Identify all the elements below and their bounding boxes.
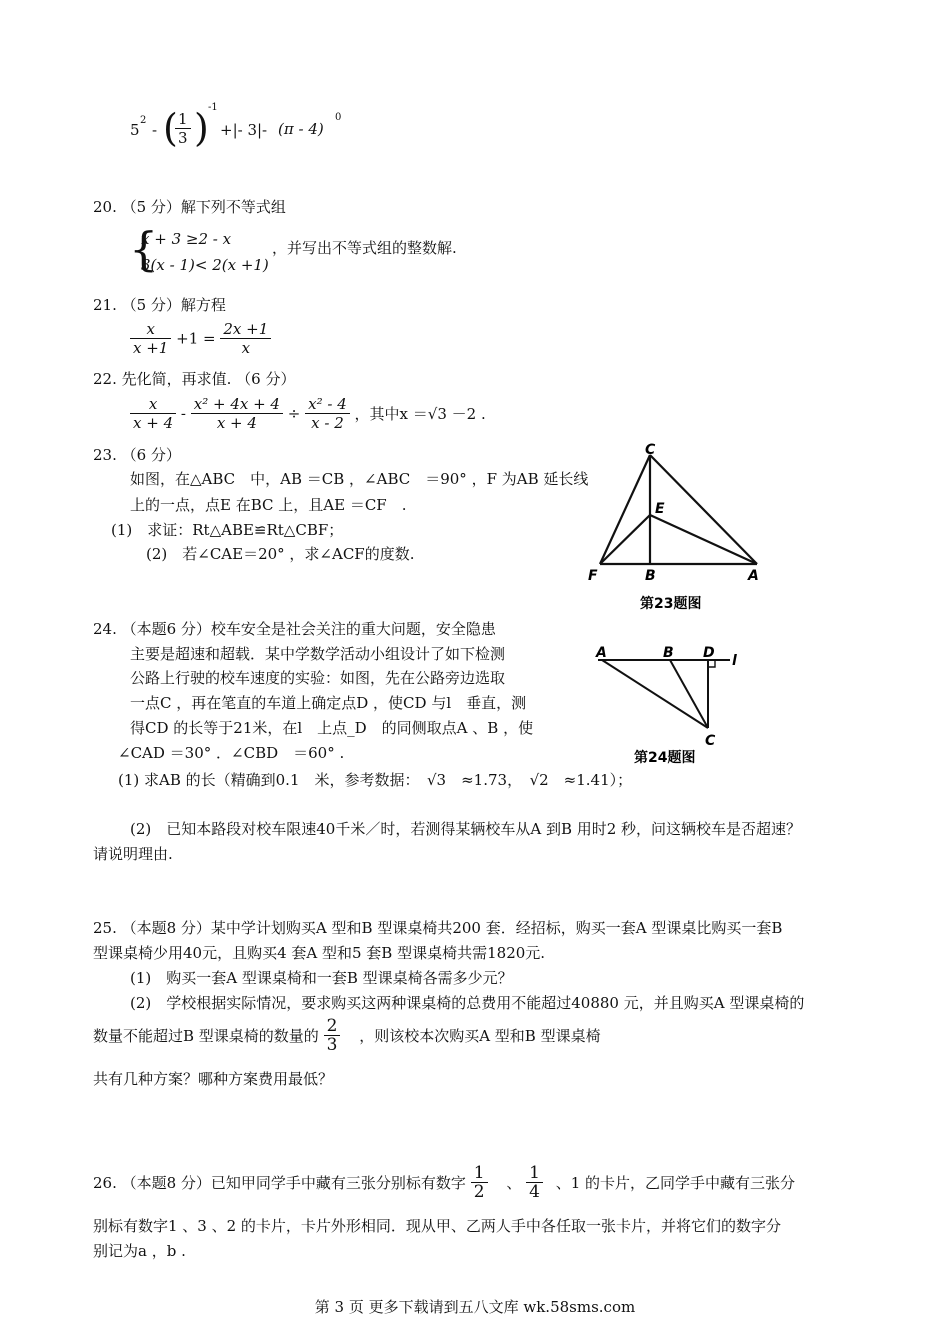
label-E: E [655, 501, 665, 517]
q26-frac-2: $\frac{1}{4}$ [526, 1164, 543, 1201]
q23-caption: 第23题图 [640, 596, 702, 612]
q26-text-1a: 26. （本题8 分）已知甲同学手中藏有三张分别标有数字 [93, 1174, 466, 1192]
q22-label: 22. 先化简，再求值. （6 分） [93, 370, 296, 388]
q26-text-2: 别标有数字1 、3 、2 的卡片，卡片外形相同．现从甲、乙两人手中各任取一张卡片，并将它们的数字分 [93, 1217, 781, 1235]
paren-left: ( [163, 106, 178, 150]
q21-mid: +1 = [176, 329, 216, 348]
page-footer: 第 3 页 更多下载请到五八文库 wk.58sms.com [314, 1298, 636, 1316]
q24-text-6: ∠CAD ＝30° ．∠CBD ＝60° . [118, 744, 345, 762]
label-D: D [703, 645, 715, 661]
q23-sub-2: (2) 若∠CAE＝20° ，求∠ACF的度数. [146, 545, 415, 563]
minus: - [152, 121, 158, 139]
exp-0: 0 [335, 112, 342, 123]
paren-right: ) [194, 106, 209, 150]
q24-sub-2: (2) 已知本路段对校车限速40千米／时，若测得某辆校车从A 到B 用时2 秒，问这辆校车是否超速？ [130, 820, 802, 838]
q25-sub-1: (1) 购买一套A 型课桌椅和一套B 型课桌椅各需多少元？ [130, 969, 513, 987]
q22-frac-1: $\frac{x}{x + 4}$ [130, 395, 176, 432]
q26-text-1b: 、1 的卡片，乙同学手中藏有三张分 [555, 1174, 796, 1192]
q21-frac-1: $\frac{x}{x +1}$ [130, 320, 171, 357]
q25-sub-2c-text: ，则该校本次购买A 型和B 型课桌椅 [359, 1027, 601, 1045]
q20-ineq-2: 3(x - 1)< 2(x +1) [141, 256, 269, 274]
pi-part: (π - 4) [278, 120, 324, 138]
q25-sub-2d: 共有几种方案？哪种方案费用最低？ [93, 1070, 334, 1088]
q25-text-2: 型课桌椅少用40元，且购买4 套A 型和5 套B 型课桌椅共需1820元. [93, 944, 546, 962]
q24-text-2: 主要是超速和超载．某中学数学活动小组设计了如下检测 [130, 645, 506, 663]
q24-sub-2b: 请说明理由. [93, 845, 173, 863]
label-l: l [732, 653, 737, 669]
q23-label: 23. （6 分） [93, 446, 181, 464]
q24-text-5: 得CD 的长等于21米，在l 上点_D 的同侧取点A 、B ，使 [130, 719, 534, 737]
q23-figure [580, 440, 780, 620]
q22-minus: - [180, 404, 186, 423]
q21-frac-2: $\frac{2x +1}{x}$ [220, 320, 271, 357]
q26-frac-1: $\frac{1}{2}$ [471, 1164, 488, 1201]
q20-tail: ，并写出不等式组的整数解. [272, 239, 457, 257]
q21-label: 21. （5 分）解方程 [93, 296, 226, 314]
q25-text-1: 25. （本题8 分）某中学计划购买A 型和B 型课桌椅共200 套．经招标，购买一套A 型课桌比购买一套B [93, 919, 783, 937]
label-C: C [705, 733, 716, 749]
q24-figure [590, 640, 750, 770]
q20-ineq-1: x + 3 ≥2 - x [141, 230, 232, 248]
label-C: C [645, 442, 656, 458]
segment-CF [600, 455, 650, 564]
q25-sub-2b-text: 数量不能超过B 型课桌椅的数量的 [93, 1027, 319, 1045]
q24-text-3: 公路上行驶的校车速度的实验：如图，先在公路旁边选取 [130, 669, 506, 687]
label-F: F [588, 568, 598, 584]
q22-div: ÷ [287, 404, 301, 423]
segment-CA [650, 455, 757, 564]
q24-text-4: 一点C ，再在笔直的车道上确定点D ，使CD 与l 垂直，测 [130, 694, 527, 712]
q22-frac-3: $\frac{\text{x² - 4}}{x - 2}$ [305, 395, 350, 432]
q22-expression [130, 395, 486, 432]
segment-FE [600, 515, 650, 564]
q24-sub-1: (1) 求AB 的长（精确到0.1 米，参考数据： √3 ≈1.73， √2 ≈1.41）； [118, 771, 633, 789]
segment-EA [650, 515, 757, 564]
q26-text-1 [93, 1164, 795, 1201]
q20-label: 20. （5 分）解下列不等式组 [93, 198, 286, 216]
q23-text-2: 上的一点，点E 在BC 上，且AE ＝CF . [130, 496, 407, 514]
base-5: 5 [130, 121, 140, 139]
q25-fraction: $\frac{2}{3}$ [324, 1017, 341, 1054]
q24-text-1: 24. （本题6 分）校车安全是社会关注的重大问题，安全隐患 [93, 620, 496, 638]
q22-frac-2: $\frac{\text{x² + 4x + 4}}{x + 4}$ [191, 395, 283, 432]
label-A: A [596, 645, 607, 661]
fraction-1-3: $\frac{1}{3}$ [175, 110, 191, 147]
label-B: B [645, 568, 656, 584]
q23-text-1: 如图，在△ABC 中，AB ＝CB ，∠ABC ＝90° ，F 为AB 延长线 [130, 470, 589, 488]
q25-sub-2b [93, 1017, 601, 1054]
label-A: A [748, 568, 759, 584]
q22-condition: ，其中x ＝√3 －2 . [354, 405, 486, 423]
q24-caption: 第24题图 [634, 750, 696, 766]
label-B: B [663, 645, 674, 661]
exp-2: 2 [140, 115, 147, 126]
segment-BC [670, 660, 708, 728]
segment-AC [602, 660, 708, 728]
exp-neg1: -1 [208, 102, 218, 113]
q26-text-3: 别记为a ，b . [93, 1242, 186, 1260]
q21-equation [130, 320, 271, 357]
q25-sub-2: (2) 学校根据实际情况，要求购买这两种课桌椅的总费用不能超过40880 元，并且购买A 型课桌椅的 [130, 994, 805, 1012]
q26-sep: 、 [506, 1174, 522, 1192]
q20-system-brace: { [129, 222, 159, 276]
abs-part: +|- 3|- [220, 121, 268, 139]
q23-sub-1: (1) 求证：Rt△ABE≌Rt△CBF； [111, 521, 344, 539]
right-angle-mark [708, 660, 715, 667]
